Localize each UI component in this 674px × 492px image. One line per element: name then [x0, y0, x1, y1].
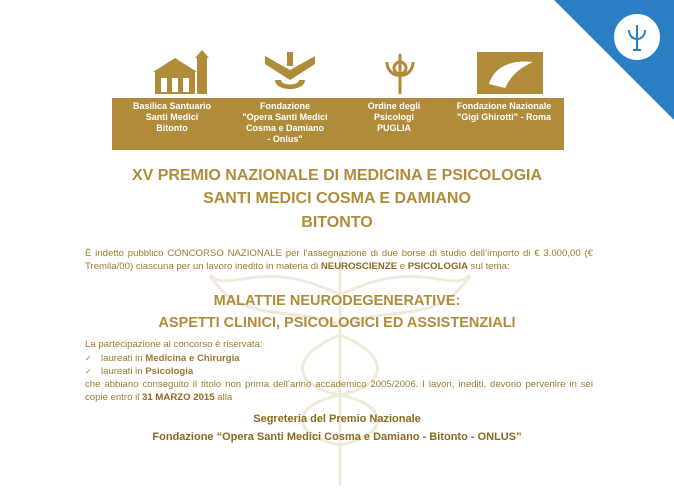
participation-text: che abbiano conseguito il titolo non prima dell’anno accademico 2005/2006. I lavori, inediti, devono pervenire in sei copie entro il: [85, 379, 593, 403]
sponsor-line: "Opera Santi Medici: [242, 112, 328, 122]
sponsor-line: PUGLIA: [376, 123, 411, 133]
sponsor-line: Ordine degli: [367, 101, 421, 111]
topic-line-2: ASPETTI CLINICI, PSICOLOGICI ED ASSISTENZIALI: [158, 315, 516, 331]
intro-text: e: [397, 261, 408, 272]
sponsor-line: Psicologi: [373, 112, 414, 122]
fondazione-opera-icon: [255, 50, 325, 96]
footer-line-1: Segreteria del Premio Nazionale: [253, 413, 421, 425]
bullet-bold: Psicologia: [145, 366, 194, 377]
psi-symbol-icon: [622, 22, 652, 52]
sponsor-line: Fondazione Nazionale: [456, 101, 552, 111]
bullet-bold: Medicina e Chirurgia: [145, 353, 240, 364]
psi-badge-icon[interactable]: [612, 12, 662, 62]
participation-bullet: [85, 352, 240, 365]
title-line-2: SANTI MEDICI COSMA E DAMIANO: [203, 190, 471, 207]
topic-line-1: MALATTIE NEURODEGENERATIVE:: [213, 293, 461, 309]
sponsor-line: Basilica Santuario: [132, 101, 212, 111]
sponsor-line: - Onlus": [267, 134, 303, 144]
sponsor-ordine-psicologi: [352, 101, 436, 134]
intro-text: sul tema:: [468, 261, 510, 272]
participation-bullet: [85, 365, 193, 378]
sponsor-fondazione-opera: [230, 101, 340, 145]
bullet-prefix: laureati in: [101, 353, 146, 364]
sponsor-line: Fondazione: [260, 101, 310, 111]
participation-text: alla: [214, 392, 233, 403]
ghirotti-icon: [475, 50, 545, 96]
sponsor-ghirotti: [448, 101, 560, 123]
sponsor-line: Cosma e Damiano: [245, 123, 325, 133]
participation-paragraph: [85, 378, 593, 404]
check-icon: ✓: [85, 367, 92, 376]
sponsor-band: [112, 98, 564, 150]
sponsor-basilica: [120, 101, 224, 134]
intro-paragraph: [85, 247, 593, 273]
basilica-icon: [145, 50, 215, 96]
title-line-3: BITONTO: [301, 214, 373, 231]
sponsor-logos: [120, 50, 560, 98]
participation-intro: La partecipazione al concorso è riservata:: [85, 339, 263, 350]
intro-bold-psicologia: PSICOLOGIA: [407, 261, 469, 272]
footer-line-2: Fondazione “Opera Santi Medici Cosma e Damiano - Bitonto - ONLUS”: [152, 431, 522, 443]
psi-icon: [365, 50, 435, 96]
sponsor-line: Santi Medici: [145, 112, 199, 122]
sponsor-line: Bitonto: [156, 123, 188, 133]
title-line-1: XV PREMIO NAZIONALE DI MEDICINA E PSICOLOGIA: [131, 167, 543, 184]
check-icon: ✓: [85, 354, 92, 363]
sponsor-line: "Gigi Ghirotti" - Roma: [456, 112, 552, 122]
deadline-date: 31 MARZO 2015: [142, 392, 215, 403]
intro-text: È indetto pubblico CONCORSO NAZIONALE per l’assegnazione di due borse di studio dell’importo di € 3.000,00 (€ Tremila/00) ciascuna per un lavoro inedito in materia di: [85, 248, 593, 272]
intro-bold-neuroscienze: NEUROSCIENZE: [320, 261, 398, 272]
bullet-prefix: laureati in: [101, 366, 146, 377]
